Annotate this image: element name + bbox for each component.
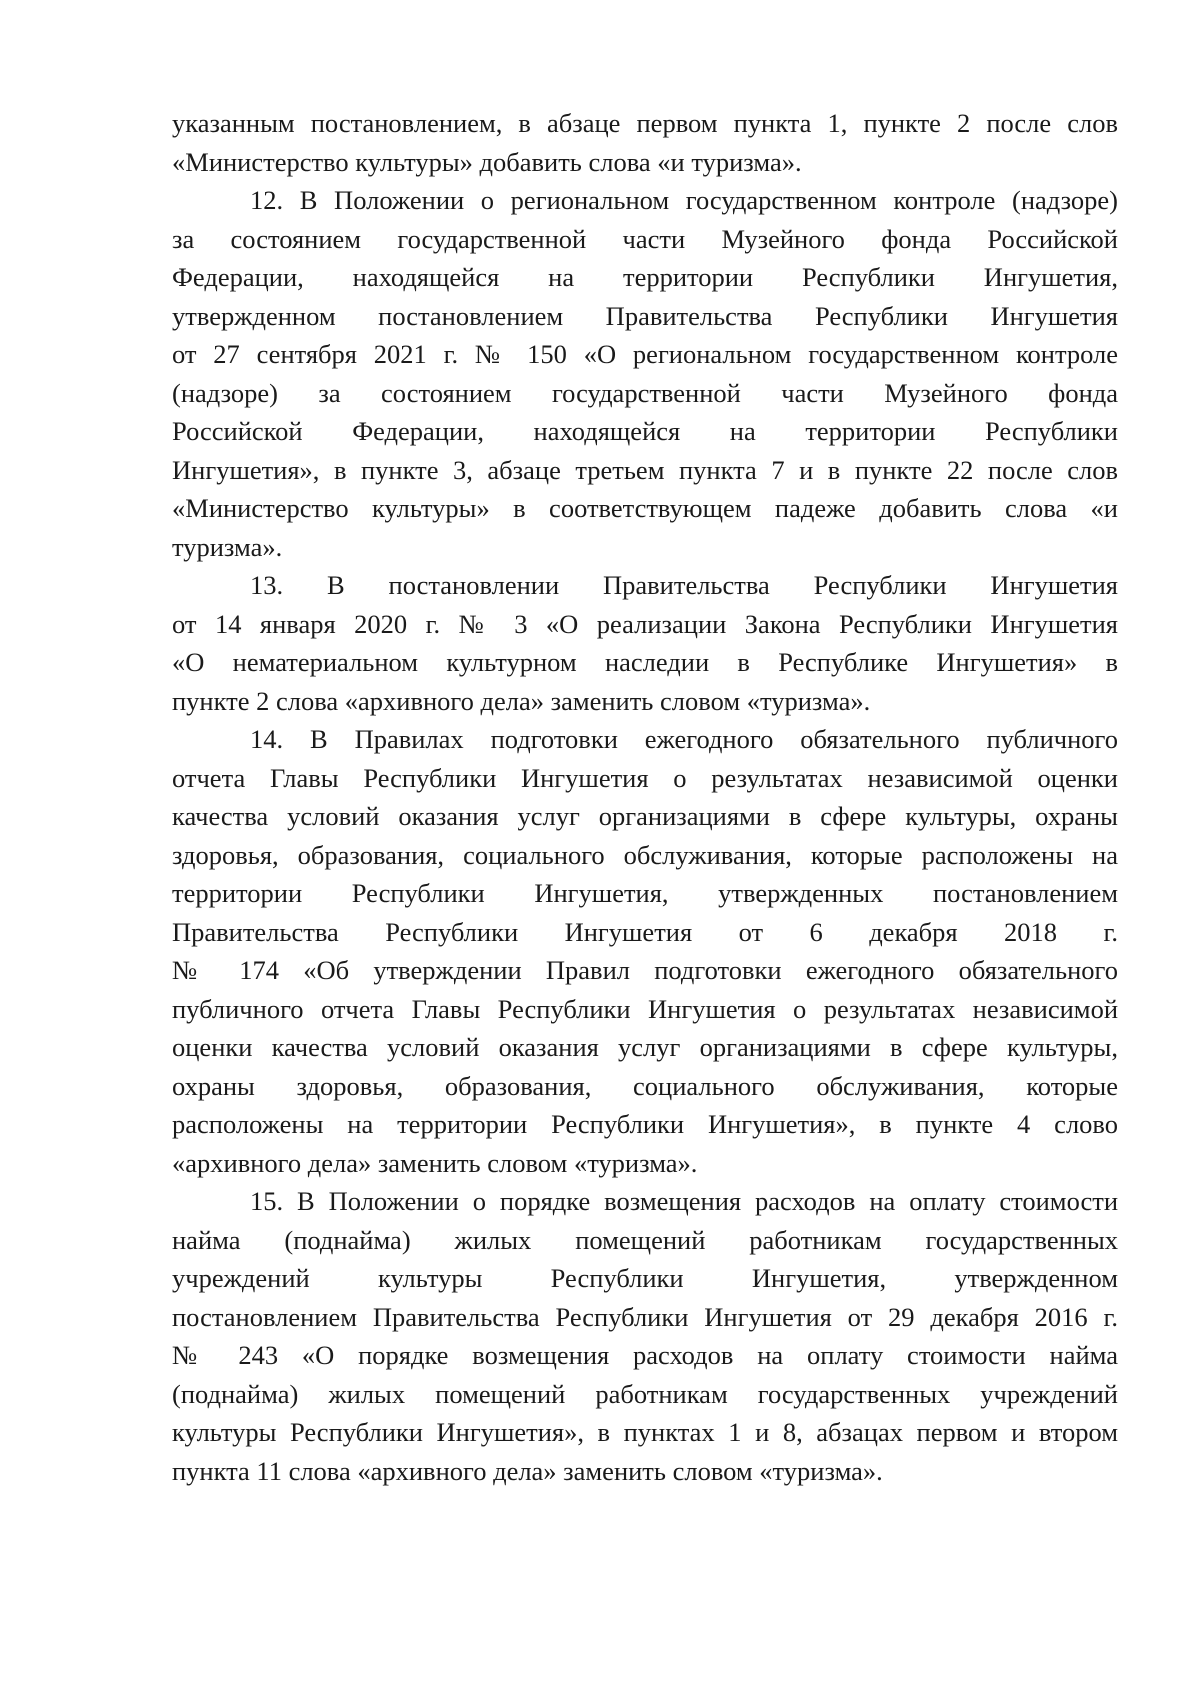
document-page [172,104,1118,1490]
text-line: качества условий оказания услуг организациями в сфере культуры, охраны [172,801,1118,831]
text-line: Российской Федерации, находящейся на территории Республики [172,416,1118,446]
paragraph-14 [172,720,1118,1182]
text-line: найма (поднайма) жилых помещений работникам государственных [172,1224,1118,1255]
text-line: № 174 «Об утверждении Правил подготовки ежегодного обязательного [172,955,1118,985]
text-line: территории Республики Ингушетия, утвержденных постановлением [172,878,1118,908]
text-line: расположены на территории Республики Ингушетия», в пункте 4 слово [172,1109,1118,1139]
text-line: «архивного дела» заменить словом «туризма». [172,1147,698,1178]
paragraph-11-continuation [172,104,1118,181]
text-line: утвержденном постановлением Правительства Республики Ингушетия [172,300,1118,331]
text-line: Ингушетия», в пункте 3, абзаце третьем пункта 7 и в пункте 22 после слов [172,454,1118,485]
text-line: от 27 сентября 2021 г. № 150 «О региональном государственном контроле [172,339,1118,369]
text-line: «Министерство культуры» добавить слова «и туризма». [172,146,802,177]
text-line: постановлением Правительства Республики Ингушетия от 29 декабря 2016 г. [172,1301,1118,1332]
text-line: 15. В Положении о порядке возмещения расходов на оплату стоимости [250,1186,1118,1216]
text-line: пункта 11 слова «архивного дела» заменить словом «туризма». [172,1455,883,1486]
text-line: Федерации, находящейся на территории Республики Ингушетия, [172,262,1118,292]
paragraph-13 [172,566,1118,720]
paragraph-12 [172,181,1118,566]
text-line: (поднайма) жилых помещений работникам государственных учреждений [172,1378,1118,1409]
text-line: № 243 «О порядке возмещения расходов на оплату стоимости найма [172,1340,1118,1370]
text-line: здоровья, образования, социального обслуживания, которые расположены на [172,839,1118,870]
text-line: оценки качества условий оказания услуг организациями в сфере культуры, [172,1032,1118,1062]
text-line: Правительства Республики Ингушетия от 6 декабря 2018 г. [172,916,1118,947]
text-line: туризма». [172,531,283,562]
text-line: «Министерство культуры» в соответствующем падеже добавить слова «и [172,493,1118,523]
text-line: культуры Республики Ингушетия», в пунктах 1 и 8, абзацах первом и втором [172,1417,1118,1447]
paragraph-15 [172,1182,1118,1490]
text-line: отчета Главы Республики Ингушетия о результатах независимой оценки [172,762,1118,793]
text-line: от 14 января 2020 г. № 3 «О реализации Закона Республики Ингушетия [172,608,1118,639]
text-line: 12. В Положении о региональном государственном контроле (надзоре) [250,185,1118,215]
text-line: за состоянием государственной части Музейного фонда Российской [172,223,1118,254]
text-line: указанным постановлением, в абзаце первом пункта 1, пункте 2 после слов [172,108,1118,138]
text-line: пункте 2 слова «архивного дела» заменить словом «туризма». [172,685,871,716]
text-line: (надзоре) за состоянием государственной части Музейного фонда [172,377,1118,408]
text-line: публичного отчета Главы Республики Ингушетия о результатах независимой [172,993,1118,1024]
text-line: учреждений культуры Республики Ингушетия, утвержденном [172,1263,1118,1293]
text-line: 13. В постановлении Правительства Республики Ингушетия [250,570,1118,600]
text-line: охраны здоровья, образования, социального обслуживания, которые [172,1070,1118,1101]
text-line: «О нематериальном культурном наследии в Республике Ингушетия» в [172,647,1118,677]
text-line: 14. В Правилах подготовки ежегодного обязательного публичного [250,724,1118,754]
